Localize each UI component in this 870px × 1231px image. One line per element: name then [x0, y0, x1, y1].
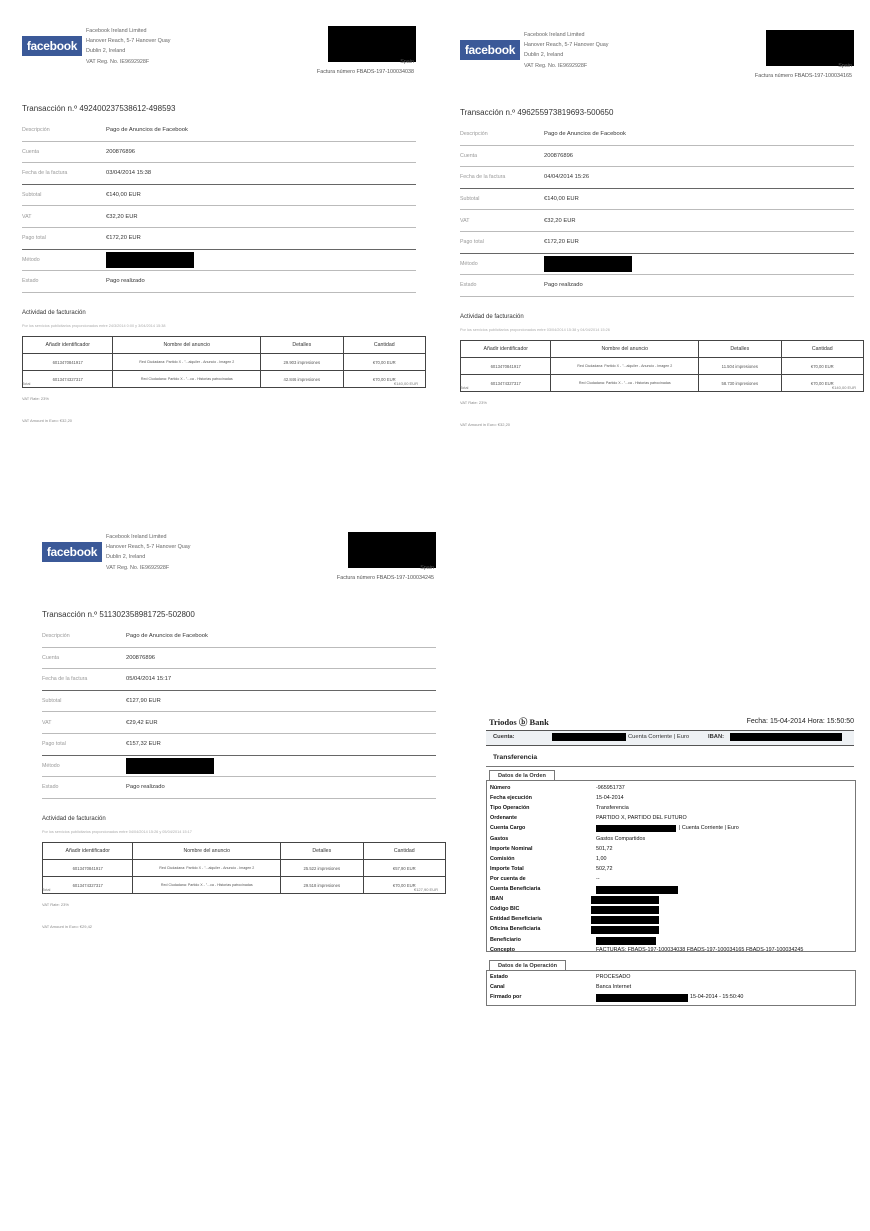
- detail-value: 200876896: [126, 654, 156, 661]
- ad-name: Red Ciudadana: Partido X - "...alquiler - Anuncio - Imagen 2: [133, 860, 281, 877]
- redacted-field: [596, 937, 656, 945]
- country: Spain: [838, 63, 852, 69]
- redacted-account: [552, 733, 626, 741]
- order-label: Beneficiario: [490, 936, 521, 943]
- detail-row: [42, 734, 436, 756]
- invoice-number: Factura número FBADS-197-100034038: [316, 69, 414, 75]
- ad-id: 6013470841917: [23, 354, 113, 371]
- order-label: Cuenta Beneficiaria: [490, 886, 541, 892]
- order-value: PARTIDO X, PARTIDO DEL FUTURO: [596, 815, 687, 822]
- detail-row: [22, 142, 416, 164]
- detail-label: Método: [42, 762, 60, 769]
- redacted-field: [591, 906, 659, 914]
- total-label: Total: [42, 887, 51, 892]
- column-header: Añadir identificador: [461, 341, 551, 358]
- country: Spain: [400, 59, 414, 65]
- operation-value: 15-04-2014 - 15:50:40: [690, 994, 744, 1000]
- table-row: [43, 860, 446, 877]
- detail-row: [42, 691, 436, 713]
- total-row: [22, 381, 426, 386]
- detail-label: Cuenta: [42, 654, 60, 661]
- detail-row: [22, 185, 416, 207]
- detail-row: [42, 756, 436, 778]
- detail-row: [22, 120, 416, 142]
- detail-label: Pago total: [460, 239, 484, 246]
- ad-name: Red Ciudadana: Partido X - "...alquiler - Anuncio - Imagen 2: [113, 354, 261, 371]
- ad-id: 6013470841917: [43, 860, 133, 877]
- ad-id: 6013470841917: [461, 358, 551, 375]
- company-line: Hanover Reach, 5-7 Hanover Quay: [106, 544, 191, 551]
- detail-value: €32,20 EUR: [544, 217, 576, 224]
- order-value: | Cuenta Corriente | Euro: [679, 825, 739, 832]
- ad-details: 42.846 impresiones: [261, 371, 344, 388]
- redacted-iban: [730, 733, 842, 741]
- company-line: Dublin 2, Ireland: [86, 48, 126, 55]
- facebook-logo: facebook: [42, 542, 102, 562]
- redacted-field: [596, 886, 678, 894]
- redacted-field: [596, 825, 676, 832]
- activity-title: Actividad de facturación: [460, 314, 524, 320]
- column-header: Detalles: [261, 337, 344, 354]
- operation-section: [486, 970, 856, 1006]
- operation-label: Canal: [490, 984, 505, 990]
- order-label: Importe Total: [490, 865, 524, 872]
- company-line: Facebook Ireland Limited: [86, 28, 147, 34]
- detail-value: €32,20 EUR: [106, 213, 138, 220]
- activity-subtitle: Por los servicios publicitarios proporcionados entre 04/04/2014 15:26 y 05/04/2014 15:17: [42, 830, 192, 834]
- detail-label: Método: [460, 260, 478, 267]
- activity-title: Actividad de facturación: [42, 816, 106, 822]
- order-label: Concepto: [490, 946, 515, 953]
- order-value: 501,72: [596, 845, 613, 852]
- ad-name: Red Ciudadana: Partido X - "...alquiler - Anuncio - Imagen 2: [551, 358, 699, 375]
- ad-details: 11.504 impresiones: [699, 358, 782, 375]
- account-type: Cuenta Corriente | Euro: [628, 734, 690, 740]
- column-header: Añadir identificador: [23, 337, 113, 354]
- detail-label: Estado: [22, 278, 39, 285]
- vat-amount: VAT Amount in Euro: €29,42: [42, 924, 93, 929]
- ad-details: 29.518 impresiones: [281, 877, 364, 894]
- total-value: €140,00 EUR: [393, 381, 418, 386]
- iban-label: IBAN:: [708, 734, 725, 740]
- facebook-logo: facebook: [22, 36, 82, 56]
- company-line: VAT Reg. No. IE9692928F: [524, 62, 588, 69]
- detail-value: Pago de Anuncios de Facebook: [126, 633, 208, 640]
- detail-row: [460, 189, 854, 211]
- detail-value: €140,00 EUR: [544, 196, 579, 203]
- order-label: Cuenta Cargo: [490, 825, 526, 832]
- detail-label: VAT: [460, 217, 470, 224]
- operation-label: Estado: [490, 974, 508, 980]
- redacted-field: [591, 896, 659, 904]
- company-line: Dublin 2, Ireland: [524, 52, 564, 59]
- ad-amount: €70,00 EUR: [781, 358, 863, 375]
- divider: [486, 766, 854, 767]
- vat-amount: VAT Amount in Euro: €32,20: [22, 418, 73, 423]
- redacted-recipient: [348, 532, 436, 568]
- ad-amount: €70,00 EUR: [343, 371, 425, 388]
- total-label: Total: [460, 385, 469, 390]
- ad-name: Red Ciudadana: Partido X - "...ca - Historias patrocinadas: [551, 375, 699, 392]
- ad-id: 6013474327317: [43, 877, 133, 894]
- order-label: Importe Nominal: [490, 845, 533, 852]
- company-address: [86, 26, 171, 67]
- order-label: Oficina Beneficiaria: [490, 926, 541, 933]
- order-value: 1,00: [596, 855, 607, 862]
- ad-amount: €70,00 EUR: [363, 877, 445, 894]
- ad-amount: €57,90 EUR: [363, 860, 445, 877]
- detail-row: [42, 777, 436, 799]
- invoice-details: [22, 120, 416, 293]
- detail-row: [460, 167, 854, 189]
- detail-label: Cuenta: [22, 148, 40, 155]
- country: Spain: [420, 565, 434, 571]
- order-label: Tipo Operación: [490, 805, 530, 812]
- company-line: Hanover Reach, 5-7 Hanover Quay: [524, 42, 609, 49]
- detail-value: Pago de Anuncios de Facebook: [106, 127, 188, 134]
- detail-value: Pago realizado: [126, 784, 165, 791]
- detail-label: Subtotal: [42, 698, 62, 705]
- detail-label: Subtotal: [460, 196, 480, 203]
- bank-logo: Triodos ⓑ Bank: [489, 717, 549, 727]
- detail-value: €29,42 EUR: [126, 719, 158, 726]
- ad-id: 6013474327317: [461, 375, 551, 392]
- company-line: Facebook Ireland Limited: [106, 534, 167, 540]
- vat-rate: VAT Rate: 23%: [42, 902, 69, 907]
- order-label: IBAN: [490, 896, 504, 903]
- invoice-number: Factura número FBADS-197-100034245: [336, 575, 434, 581]
- invoice-number: Factura número FBADS-197-100034165: [754, 73, 852, 79]
- table-row: [461, 358, 864, 375]
- detail-label: VAT: [42, 719, 52, 726]
- company-address: [106, 532, 191, 573]
- column-header: Nombre del anuncio: [133, 843, 281, 860]
- transaction-title: Transacción n.º 511302358981725-502800: [42, 610, 195, 619]
- ad-id: 6013474327317: [23, 371, 113, 388]
- order-label: Ordenante: [490, 815, 517, 822]
- detail-value: 04/04/2014 15:26: [544, 174, 590, 181]
- company-line: VAT Reg. No. IE9692928F: [106, 564, 170, 571]
- redacted-field: [591, 916, 659, 924]
- table-row: [23, 354, 426, 371]
- detail-value: Pago realizado: [544, 282, 583, 289]
- detail-value: 200876896: [106, 148, 136, 155]
- detail-row: [22, 228, 416, 250]
- operation-value: PROCESADO: [596, 974, 631, 980]
- account-label: Cuenta:: [493, 734, 515, 740]
- order-value: 15-04-2014: [596, 795, 624, 802]
- detail-label: Descripción: [42, 633, 70, 640]
- detail-row: [460, 210, 854, 232]
- detail-value: 05/04/2014 15:17: [126, 676, 172, 683]
- total-row: [460, 385, 864, 390]
- detail-value: €157,32 EUR: [126, 741, 161, 748]
- company-line: Dublin 2, Ireland: [106, 554, 146, 561]
- vat-rate: VAT Rate: 23%: [22, 396, 49, 401]
- detail-label: Fecha de la factura: [22, 170, 68, 177]
- column-header: Nombre del anuncio: [113, 337, 261, 354]
- redacted-field: [591, 926, 659, 934]
- transfer-title: Transferencia: [493, 754, 538, 761]
- detail-label: Descripción: [22, 127, 50, 134]
- detail-label: Cuenta: [460, 152, 478, 159]
- detail-label: Pago total: [22, 235, 46, 242]
- detail-row: [42, 626, 436, 648]
- redacted-payment-method: [126, 758, 214, 774]
- company-line: Facebook Ireland Limited: [524, 32, 585, 38]
- operation-label: Firmado por: [490, 994, 522, 1000]
- ad-details: 25.522 impresiones: [281, 860, 364, 877]
- ad-amount: €70,00 EUR: [343, 354, 425, 371]
- order-label: Número: [490, 785, 511, 791]
- detail-value: Pago de Anuncios de Facebook: [544, 131, 626, 138]
- detail-label: VAT: [22, 213, 32, 220]
- order-label: Entidad Beneficiaria: [490, 916, 542, 923]
- operation-value: Banca Internet: [596, 984, 632, 990]
- redacted-signer: [596, 994, 688, 1002]
- total-label: Total: [22, 381, 31, 386]
- ad-name: Red Ciudadana: Partido X - "...ca - Historias patrocinadas: [113, 371, 261, 388]
- company-line: Hanover Reach, 5-7 Hanover Quay: [86, 38, 171, 45]
- detail-label: Estado: [460, 282, 477, 289]
- detail-value: €172,20 EUR: [544, 239, 579, 246]
- order-value: --: [596, 875, 600, 882]
- order-section: [486, 780, 856, 952]
- detail-label: Método: [22, 256, 40, 263]
- order-label: Código BIC: [490, 906, 520, 913]
- activity-title: Actividad de facturación: [22, 310, 86, 316]
- ad-details: 58.730 impresiones: [699, 375, 782, 392]
- total-value: €127,90 EUR: [413, 887, 438, 892]
- detail-row: [22, 163, 416, 185]
- detail-row: [42, 669, 436, 691]
- detail-row: [22, 271, 416, 293]
- detail-label: Estado: [42, 784, 59, 791]
- detail-label: Fecha de la factura: [460, 174, 506, 181]
- detail-value: €140,00 EUR: [106, 192, 141, 199]
- detail-row: [460, 254, 854, 276]
- column-header: Cantidad: [363, 843, 445, 860]
- detail-row: [460, 232, 854, 254]
- account-bar: [486, 730, 854, 746]
- column-header: Cantidad: [781, 341, 863, 358]
- column-header: Añadir identificador: [43, 843, 133, 860]
- activity-subtitle: Por los servicios publicitarios proporcionados entre 24/3/2014 0:00 y 3/04/2014 15:38: [22, 324, 166, 328]
- detail-label: Descripción: [460, 131, 488, 138]
- order-label: Gastos: [490, 835, 509, 842]
- redacted-payment-method: [106, 252, 194, 268]
- detail-row: [22, 206, 416, 228]
- order-label: Fecha ejecución: [490, 795, 532, 802]
- detail-value: €172,20 EUR: [106, 235, 141, 242]
- detail-row: [460, 124, 854, 146]
- ad-name: Red Ciudadana: Partido X - "...ca - Historias patrocinadas: [133, 877, 281, 894]
- column-header: Detalles: [281, 843, 364, 860]
- company-address: [524, 30, 609, 71]
- order-label: Comisión: [490, 855, 515, 862]
- detail-row: [42, 712, 436, 734]
- ad-details: 29.903 impresiones: [261, 354, 344, 371]
- column-header: Nombre del anuncio: [551, 341, 699, 358]
- detail-row: [42, 648, 436, 670]
- transaction-title: Transacción n.º 492400237538612-498593: [22, 104, 176, 113]
- total-row: [42, 887, 446, 892]
- detail-value: €127,90 EUR: [126, 698, 161, 705]
- operation-tab: Datos de la Operación: [489, 960, 566, 971]
- order-label: Por cuenta de: [490, 875, 526, 882]
- vat-amount: VAT Amount in Euro: €32,20: [460, 422, 511, 427]
- company-line: VAT Reg. No. IE9692928F: [86, 58, 150, 65]
- vat-rate: VAT Rate: 23%: [460, 400, 487, 405]
- detail-value: 200876896: [544, 152, 574, 159]
- redacted-payment-method: [544, 256, 632, 272]
- detail-label: Pago total: [42, 741, 66, 748]
- detail-value: 03/04/2014 15:38: [106, 170, 152, 177]
- total-value: €140,00 EUR: [831, 385, 856, 390]
- detail-row: [460, 275, 854, 297]
- order-value: 502,72: [596, 865, 613, 872]
- activity-subtitle: Por los servicios publicitarios proporcionados entre 03/04/2014 15:38 y 04/04/2014 15:26: [460, 328, 610, 332]
- invoice-details: [460, 124, 854, 297]
- bank-date: Fecha: 15-04-2014 Hora: 15:50:50: [746, 718, 854, 725]
- facebook-logo: facebook: [460, 40, 520, 60]
- detail-row: [22, 250, 416, 272]
- detail-label: Fecha de la factura: [42, 676, 88, 683]
- transaction-title: Transacción n.º 496255973819693-500650: [460, 108, 614, 117]
- order-value: Transferencia: [596, 805, 629, 812]
- redacted-recipient: [766, 30, 854, 66]
- order-tab: Datos de la Orden: [489, 770, 555, 781]
- detail-label: Subtotal: [22, 192, 42, 199]
- column-header: Cantidad: [343, 337, 425, 354]
- detail-row: [460, 146, 854, 168]
- order-value: FACTURAS: FBADS-197-100034038 FBADS-197-100034165 FBADS-197-100034245: [596, 946, 804, 953]
- order-value: -965951737: [596, 785, 625, 791]
- invoice-details: [42, 626, 436, 799]
- ad-amount: €70,00 EUR: [781, 375, 863, 392]
- redacted-recipient: [328, 26, 416, 62]
- order-value: Gastos Compartidos: [596, 835, 646, 842]
- column-header: Detalles: [699, 341, 782, 358]
- detail-value: Pago realizado: [106, 278, 145, 285]
